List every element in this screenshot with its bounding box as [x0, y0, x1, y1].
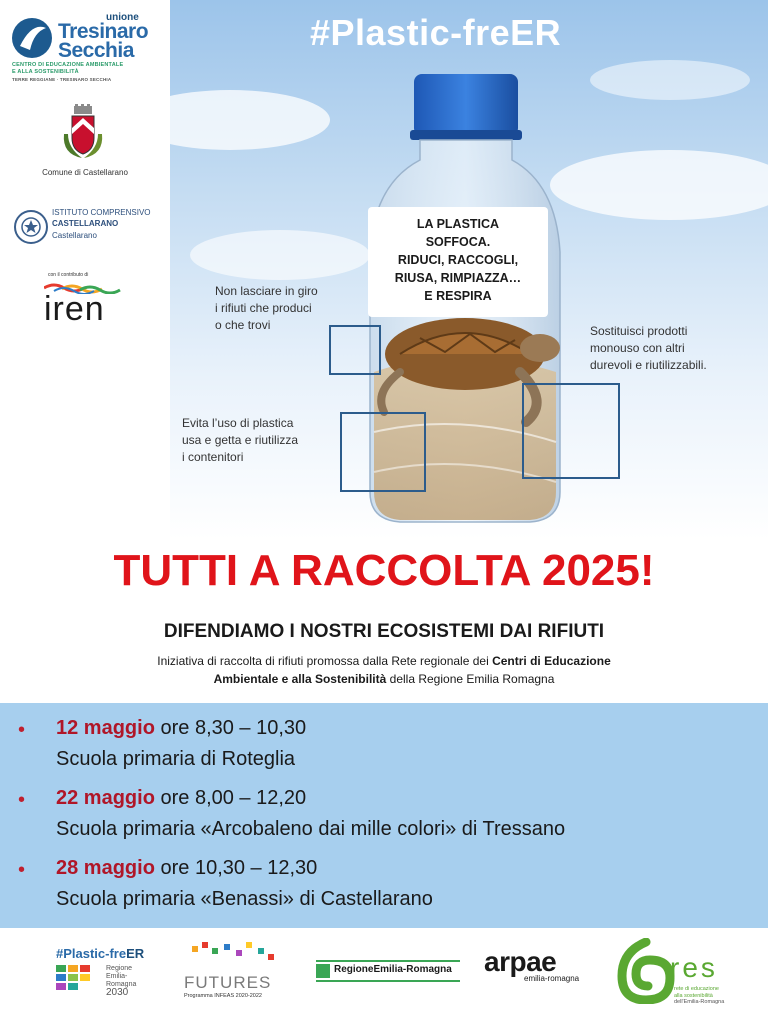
- castellarano-crest-icon: [60, 104, 106, 160]
- res-caption-line: alla sostenibilità: [674, 992, 713, 999]
- event-date-time: [56, 787, 306, 810]
- plastic-free-hashtag: [310, 12, 561, 54]
- regione-name: RegioneEmilia-Romagna: [334, 964, 452, 975]
- event-time: ore 10,30 – 12,30: [154, 857, 318, 879]
- tip-litter: [215, 283, 318, 334]
- tip-replace-line: monouso con altri: [590, 341, 685, 355]
- cloud-shape: [590, 60, 750, 100]
- slogan-line: LA PLASTICA: [416, 217, 500, 231]
- description-text: della Regione Emilia Romagna: [386, 672, 555, 686]
- plastic-free-er-logo: [56, 946, 144, 999]
- tresinaro-secchia-logo: [12, 12, 162, 82]
- res-caption-line: rete di educazione: [674, 986, 719, 992]
- hero-image: [170, 0, 768, 540]
- cloud-shape: [550, 150, 768, 220]
- tip-litter-line: i rifiuti che produci: [215, 301, 312, 315]
- plastic-hashtag-b: ER: [126, 946, 145, 961]
- tip-reuse-line: i contenitori: [182, 450, 244, 464]
- tip-replace-frame: [522, 383, 620, 479]
- plastic-free-er-caption: [106, 965, 144, 997]
- tip-litter-frame: [329, 325, 381, 375]
- event-date-time: [56, 857, 317, 880]
- tresinaro-subtitle-line2: E ALLA SOSTENIBILITÀ: [12, 69, 79, 75]
- tip-replace-line: Sostituisci prodotti: [590, 324, 688, 338]
- school-line3: Castellarano: [52, 231, 97, 240]
- event-schedule: [0, 703, 768, 928]
- iren-contribution-label: con il contributo di: [48, 272, 89, 278]
- plastic-free-er-mark: [56, 965, 144, 999]
- tip-litter-line: Non lasciare in giro: [215, 284, 318, 298]
- arpae-sub: emilia-romagna: [524, 974, 580, 983]
- tip-replace: [590, 323, 707, 374]
- tresinaro-subtitle-line1: CENTRO DI EDUCAZIONE AMBIENTALE: [12, 62, 124, 68]
- tip-reuse-frame: [340, 412, 426, 492]
- res-name: res: [670, 952, 718, 983]
- description-bold: Centri di Educazione: [492, 654, 611, 668]
- tresinaro-name-line1: Tresinaro: [58, 20, 149, 43]
- tresinaro-subtitle-line3: TERRE REGGIANE · TRESINARO SECCHIA: [12, 77, 112, 82]
- futures-logo: [184, 940, 278, 999]
- bullet-icon: •: [18, 859, 26, 881]
- regione-emblem-icon: [316, 964, 330, 978]
- arpae-logo: [484, 946, 596, 983]
- event-date-time: [56, 717, 306, 740]
- tip-replace-line: durevoli e riutilizzabili.: [590, 358, 707, 372]
- event-date: 28 maggio: [56, 857, 155, 879]
- page-subtitle: DIFENDIAMO I NOSTRI ECOSISTEMI DAI RIFIUTI: [163, 621, 605, 642]
- description-bold: Ambientale e alla Sostenibilità: [213, 672, 387, 686]
- event-place: Scuola primaria «Benassi» di Castellarano: [56, 888, 433, 910]
- event-time: ore 8,00 – 12,20: [154, 787, 307, 809]
- arpae-name: arpae: [484, 946, 557, 977]
- event-date: 12 maggio: [56, 717, 155, 739]
- description-text: Iniziativa di raccolta di rifiuti promossa dalla Rete regionale dei: [157, 654, 493, 668]
- description-line2: [0, 670, 768, 688]
- bullet-icon: •: [18, 789, 26, 811]
- plastic-caption-line: Emilia-Romagna: [106, 973, 137, 988]
- initiative-description: [0, 652, 768, 688]
- slogan-line: RIDUCI, RACCOGLI,: [397, 253, 519, 267]
- comune-label: Comune di Castellarano: [42, 168, 128, 177]
- tresinaro-emblem-icon: [12, 18, 52, 58]
- description-line1: [0, 652, 768, 670]
- event-time: ore 8,30 – 10,30: [154, 717, 307, 739]
- color-grid-icon: [56, 965, 102, 995]
- tresinaro-subtitle: [12, 62, 162, 83]
- res-swirl-icon: [616, 938, 676, 1004]
- res-logo: [616, 938, 736, 1018]
- republic-emblem-icon: [14, 210, 48, 244]
- tresinaro-name-line2: Secchia: [58, 39, 134, 62]
- hashtag-part-b: ER: [510, 12, 562, 53]
- regione-logo: [316, 960, 460, 982]
- plastic-caption-line: 2030: [106, 987, 129, 998]
- partner-logos: [0, 928, 768, 1024]
- cloud-shape: [170, 90, 330, 150]
- page-title: TUTTI A RACCOLTA 2025!: [113, 546, 655, 595]
- futures-program: Programma INFEAS 2020-2022: [184, 993, 262, 999]
- tip-reuse-line: Evita l’uso di plastica: [182, 416, 294, 430]
- plastic-caption-line: Regione: [106, 965, 133, 972]
- futures-name: FUTURES: [184, 973, 272, 992]
- cloud-shape: [190, 230, 370, 280]
- school-line1: ISTITUTO COMPRENSIVO: [52, 208, 151, 217]
- plastic-hashtag-a: #Plastic-fre: [56, 946, 127, 961]
- res-caption-line: dell'Emilia-Romagna: [674, 999, 725, 1005]
- school-line2: CASTELLARANO: [52, 219, 119, 228]
- slogan-label: [368, 207, 548, 317]
- bullet-icon: •: [18, 719, 26, 741]
- plastic-free-er-hashtag: [56, 946, 144, 961]
- logo-column: [0, 0, 170, 540]
- res-caption: [674, 986, 724, 1006]
- event-place: Scuola primaria «Arcobaleno dai mille colori» di Tressano: [56, 818, 566, 840]
- event-place: Scuola primaria di Roteglia: [56, 748, 296, 770]
- slogan-line: E RESPIRA: [424, 289, 492, 303]
- tip-reuse: [182, 415, 298, 466]
- slogan-line: RIUSA, RIMPIAZZA…: [394, 271, 522, 285]
- tresinaro-prefix: unione: [106, 12, 139, 23]
- event-date: 22 maggio: [56, 787, 155, 809]
- tip-litter-line: o che trovi: [215, 318, 271, 332]
- hashtag-part-a: #Plastic-fre: [310, 12, 511, 53]
- slogan-line: SOFFOCA.: [425, 235, 491, 249]
- futures-dots-icon: [184, 940, 278, 968]
- tip-reuse-line: usa e getta e riutilizza: [182, 433, 299, 447]
- iren-logo-text: iren: [44, 290, 105, 328]
